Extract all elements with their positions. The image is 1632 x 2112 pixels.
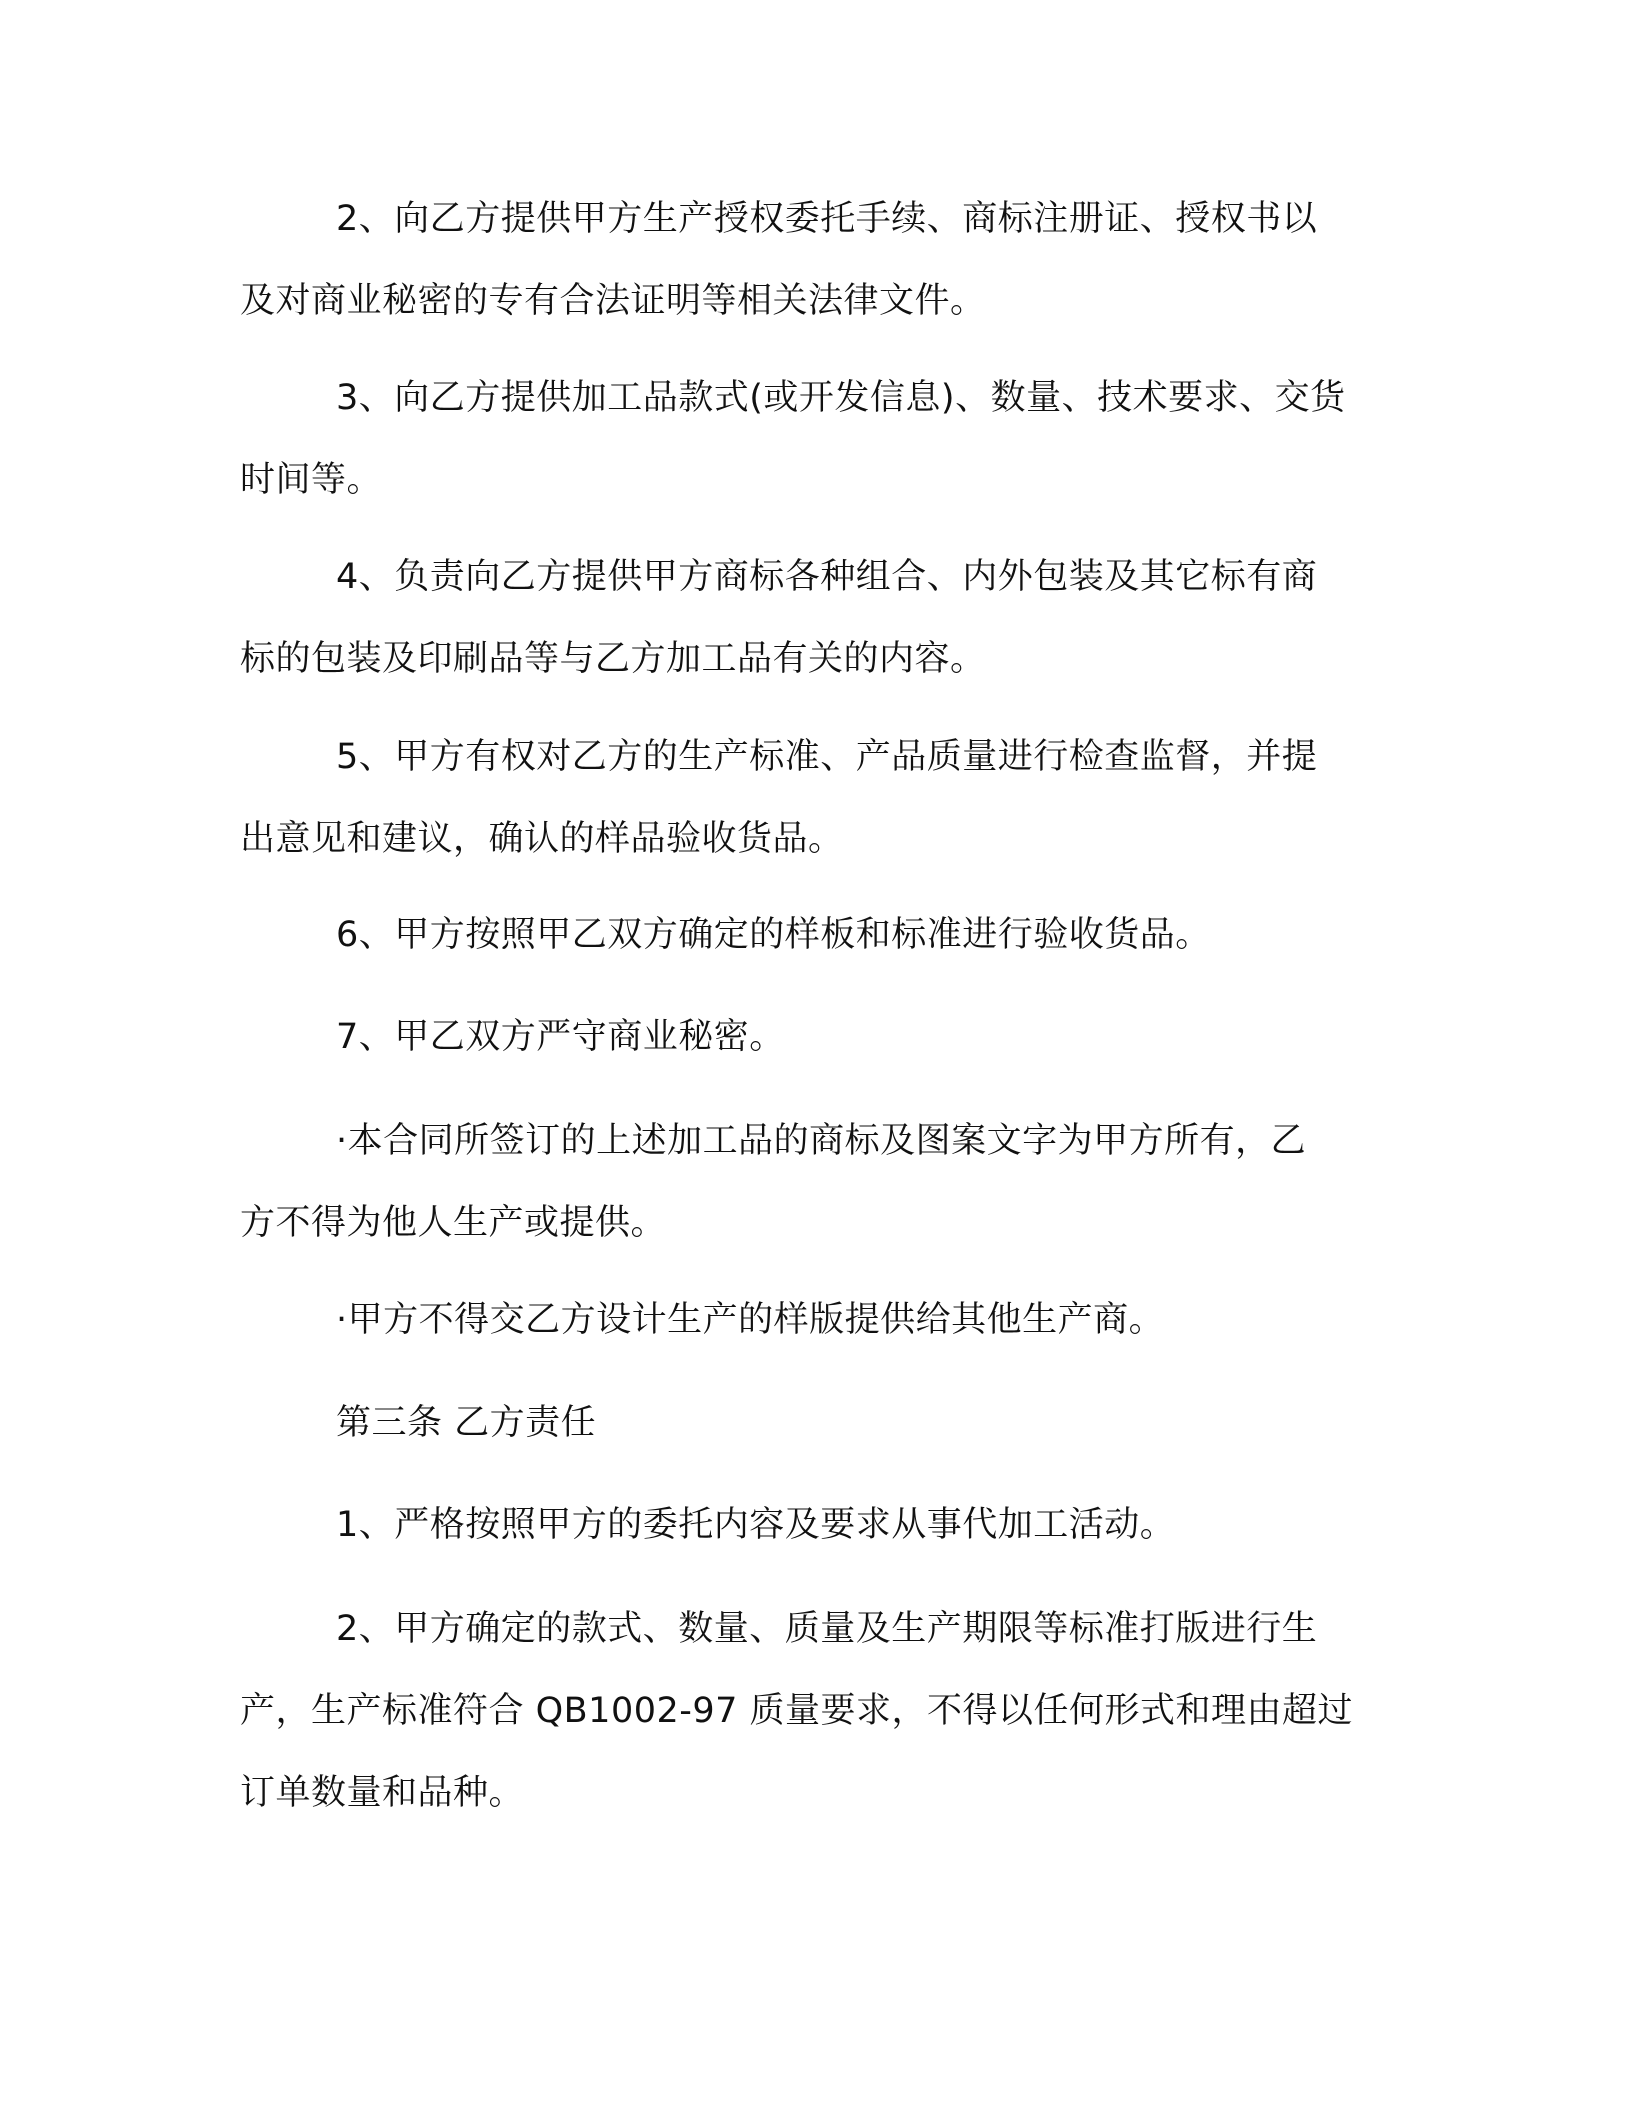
- paragraph-clause-2-provide-documents: [240, 178, 1390, 342]
- text-line: 2、向乙方提供甲方生产授权委托手续、商标注册证、授权书以: [336, 199, 1318, 239]
- text-line: 1、严格按照甲方的委托内容及要求从事代加工活动。: [336, 1505, 1176, 1545]
- paragraph-clause-6-acceptance: [240, 894, 1390, 976]
- text-line: 5、甲方有权对乙方的生产标准、产品质量进行检查监督，并提: [336, 737, 1318, 777]
- paragraph-clause-5-inspection: [240, 716, 1390, 880]
- text-line: 时间等。: [240, 460, 383, 500]
- text-line: ·本合同所签订的上述加工品的商标及图案文字为甲方所有，乙: [336, 1121, 1307, 1161]
- text-line: 7、甲乙双方严守商业秘密。: [336, 1017, 785, 1057]
- paragraph-bullet-trademark-ownership: [240, 1100, 1390, 1264]
- text-line: 产，生产标准符合 QB1002-97 质量要求，不得以任何形式和理由超过: [240, 1691, 1354, 1731]
- text-line: 3、向乙方提供加工品款式(或开发信息)、数量、技术要求、交货: [336, 378, 1346, 418]
- paragraph-clause-3-provide-specs: [240, 357, 1390, 521]
- text-line: 订单数量和品种。: [240, 1773, 525, 1813]
- text-line: 出意见和建议，确认的样品验收货品。: [240, 819, 844, 859]
- text-line: 6、甲方按照甲乙双方确定的样板和标准进行验收货品。: [336, 915, 1211, 955]
- text-line: 第三条 乙方责任: [336, 1403, 597, 1443]
- text-line: 2、甲方确定的款式、数量、质量及生产期限等标准打版进行生: [336, 1609, 1318, 1649]
- text-line: 及对商业秘密的专有合法证明等相关法律文件。: [240, 281, 986, 321]
- text-line: 标的包装及印刷品等与乙方加工品有关的内容。: [240, 639, 986, 679]
- text-line: 方不得为他人生产或提供。: [240, 1203, 667, 1243]
- paragraph-clause-4-provide-packaging: [240, 536, 1390, 700]
- paragraph-clause-7-confidentiality: [240, 996, 1390, 1078]
- section-heading-article-3: [240, 1382, 1390, 1464]
- paragraph-party-b-clause-2: [240, 1588, 1390, 1834]
- text-line: ·甲方不得交乙方设计生产的样版提供给其他生产商。: [336, 1300, 1165, 1340]
- text-line: 4、负责向乙方提供甲方商标各种组合、内外包装及其它标有商: [336, 557, 1318, 597]
- paragraph-bullet-sample-sharing: [240, 1279, 1390, 1361]
- paragraph-party-b-clause-1: [240, 1484, 1390, 1566]
